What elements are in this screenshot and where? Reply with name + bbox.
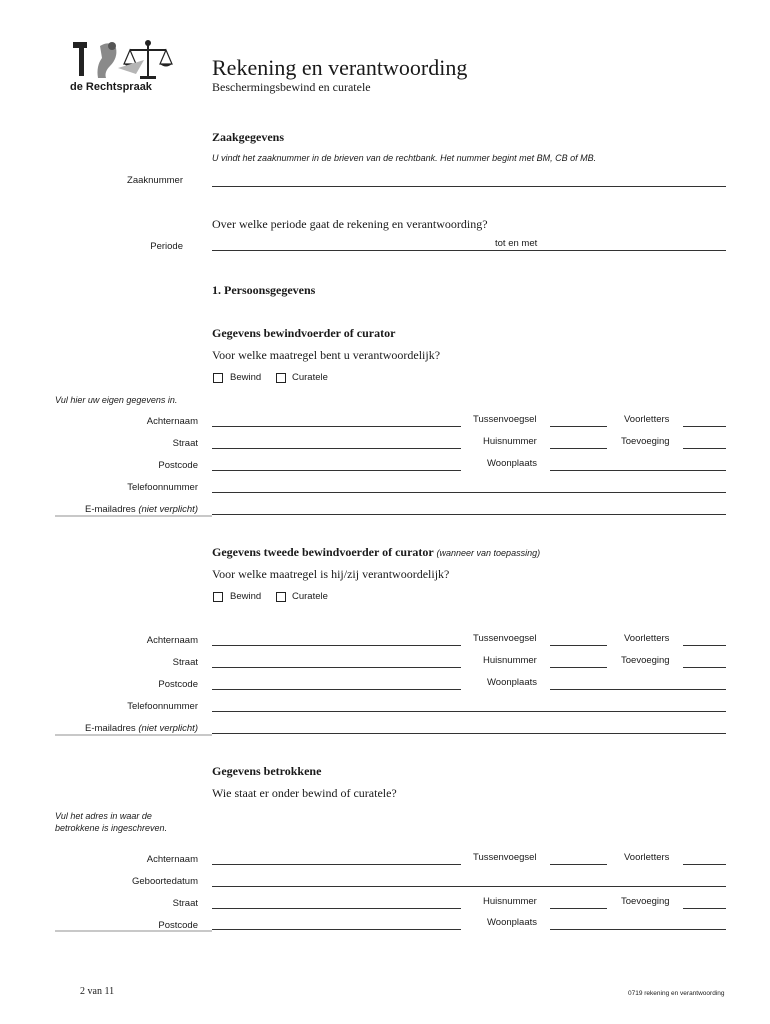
bt-toevoeging-field[interactable] — [683, 908, 726, 909]
bw-email-field[interactable] — [212, 514, 726, 515]
tw-email-separator — [55, 734, 212, 736]
tweede-curatele-label: Curatele — [292, 591, 328, 602]
tw-straat-field[interactable] — [212, 667, 461, 668]
tw-tussenvoegsel-field[interactable] — [550, 645, 607, 646]
bewindvoerder-bewind-checkbox[interactable] — [213, 373, 223, 383]
tw-woonplaats-label: Woonplaats — [487, 677, 537, 688]
tw-tussenvoegsel-label: Tussenvoegsel — [473, 633, 537, 644]
bw-achternaam-field[interactable] — [212, 426, 461, 427]
bt-tussenvoegsel-label: Tussenvoegsel — [473, 852, 537, 863]
tw-postcode-label: Postcode — [158, 679, 198, 690]
bt-achternaam-label: Achternaam — [146, 854, 198, 865]
tw-voorletters-label: Voorletters — [624, 633, 670, 644]
tw-email-text: E-mailadres — [85, 723, 136, 734]
tw-telefoon-field[interactable] — [212, 711, 726, 712]
tweede-heading — [212, 545, 540, 560]
zaaknummer-field[interactable] — [212, 186, 726, 187]
periode-label: Periode — [150, 241, 183, 252]
tw-huisnummer-field[interactable] — [550, 667, 607, 668]
bt-postcode-field[interactable] — [212, 929, 461, 930]
tw-huisnummer-label: Huisnummer — [483, 655, 537, 666]
zaak-heading: Zaakgegevens — [212, 130, 284, 144]
bw-telefoon-field[interactable] — [212, 492, 726, 493]
tw-woonplaats-field[interactable] — [550, 689, 726, 690]
bw-woonplaats-label: Woonplaats — [487, 458, 537, 469]
bewindvoerder-curatele-checkbox[interactable] — [276, 373, 286, 383]
periode-question: Over welke periode gaat de rekening en verantwoording? — [212, 217, 488, 231]
bewindvoerder-bewind-label: Bewind — [230, 372, 262, 383]
bewindvoerder-heading: Gegevens bewindvoerder of curator — [212, 326, 396, 340]
tweede-question: Voor welke maatregel is hij/zij verantwoordelijk? — [212, 567, 450, 581]
betrokkene-side-note — [55, 810, 167, 834]
bt-huisnummer-label: Huisnummer — [483, 896, 537, 907]
betrokkene-heading: Gegevens betrokkene — [212, 764, 322, 778]
zaak-note: U vindt het zaaknummer in de brieven van de rechtbank. Het nummer begint met BM, CB of MB. — [212, 153, 597, 163]
bt-geboortedatum-label: Geboortedatum — [131, 876, 198, 887]
logo-text: de Rechtspraak — [70, 81, 152, 93]
tw-toevoeging-field[interactable] — [683, 667, 726, 668]
bw-huisnummer-label: Huisnummer — [483, 436, 537, 447]
tweede-heading-text: Gegevens tweede bewindvoerder of curator — [212, 545, 434, 559]
bt-achternaam-field[interactable] — [212, 864, 461, 865]
bt-geboortedatum-field[interactable] — [212, 886, 726, 887]
bt-voorletters-label: Voorletters — [624, 852, 670, 863]
bw-straat-field[interactable] — [212, 448, 461, 449]
bt-toevoeging-label: Toevoeging — [621, 896, 670, 907]
tw-toevoeging-label: Toevoeging — [621, 655, 670, 666]
bt-voorletters-field[interactable] — [683, 864, 726, 865]
bw-telefoon-label: Telefoonnummer — [127, 482, 198, 493]
bt-tussenvoegsel-field[interactable] — [550, 864, 607, 865]
section-1-title: 1. Persoonsgegevens — [212, 283, 316, 297]
bw-straat-label: Straat — [172, 438, 198, 449]
bt-postcode-label: Postcode — [158, 920, 198, 931]
bw-email-separator — [55, 515, 212, 517]
bw-email-suffix: (niet verplicht) — [138, 504, 198, 515]
page-title: Rekening en verantwoording — [212, 55, 468, 80]
tw-email-label — [40, 723, 198, 734]
bt-straat-label: Straat — [172, 898, 198, 909]
bw-postcode-field[interactable] — [212, 470, 461, 471]
page-subtitle: Beschermingsbewind en curatele — [212, 80, 371, 94]
bw-huisnummer-field[interactable] — [550, 448, 607, 449]
tw-telefoon-label: Telefoonnummer — [127, 701, 198, 712]
bw-email-text: E-mailadres — [85, 504, 136, 515]
logo — [60, 38, 180, 98]
periode-field[interactable] — [212, 250, 726, 251]
bt-huisnummer-field[interactable] — [550, 908, 607, 909]
bw-voorletters-label: Voorletters — [624, 414, 670, 425]
form-code: 0719 rekening en verantwoording — [628, 990, 725, 997]
bewindvoerder-question: Voor welke maatregel bent u verantwoordelijk? — [212, 348, 441, 362]
bw-voorletters-field[interactable] — [683, 426, 726, 427]
tweede-bewind-label: Bewind — [230, 591, 262, 602]
justice-scales-icon — [70, 38, 180, 82]
bewindvoerder-side-note: Vul hier uw eigen gegevens in. — [55, 395, 178, 405]
tw-email-suffix: (niet verplicht) — [138, 723, 198, 734]
tw-achternaam-label: Achternaam — [146, 635, 198, 646]
bewindvoerder-curatele-label: Curatele — [292, 372, 328, 383]
tw-achternaam-field[interactable] — [212, 645, 461, 646]
tw-straat-label: Straat — [172, 657, 198, 668]
bw-email-label — [40, 504, 198, 515]
zaaknummer-label: Zaaknummer — [127, 175, 183, 186]
betrokkene-side-note-line2: betrokkene is ingeschreven. — [55, 823, 168, 833]
tw-voorletters-field[interactable] — [683, 645, 726, 646]
bt-straat-field[interactable] — [212, 908, 461, 909]
betrokkene-side-note-line1: Vul het adres in waar de — [55, 811, 152, 821]
periode-tot-en-met: tot en met — [495, 238, 538, 249]
bw-tussenvoegsel-field[interactable] — [550, 426, 607, 427]
tweede-curatele-checkbox[interactable] — [276, 592, 286, 602]
bt-woonplaats-field[interactable] — [550, 929, 726, 930]
bw-toevoeging-label: Toevoeging — [621, 436, 670, 447]
bt-postcode-separator — [55, 930, 212, 932]
bt-woonplaats-label: Woonplaats — [487, 917, 537, 928]
bw-tussenvoegsel-label: Tussenvoegsel — [473, 414, 537, 425]
tw-email-field[interactable] — [212, 733, 726, 734]
tw-postcode-field[interactable] — [212, 689, 461, 690]
page-number: 2 van 11 — [80, 986, 115, 997]
tweede-heading-suffix: (wanneer van toepassing) — [436, 548, 541, 558]
betrokkene-question: Wie staat er onder bewind of curatele? — [212, 786, 397, 800]
bw-woonplaats-field[interactable] — [550, 470, 726, 471]
bw-achternaam-label: Achternaam — [146, 416, 198, 427]
bw-toevoeging-field[interactable] — [683, 448, 726, 449]
tweede-bewind-checkbox[interactable] — [213, 592, 223, 602]
bw-postcode-label: Postcode — [158, 460, 198, 471]
